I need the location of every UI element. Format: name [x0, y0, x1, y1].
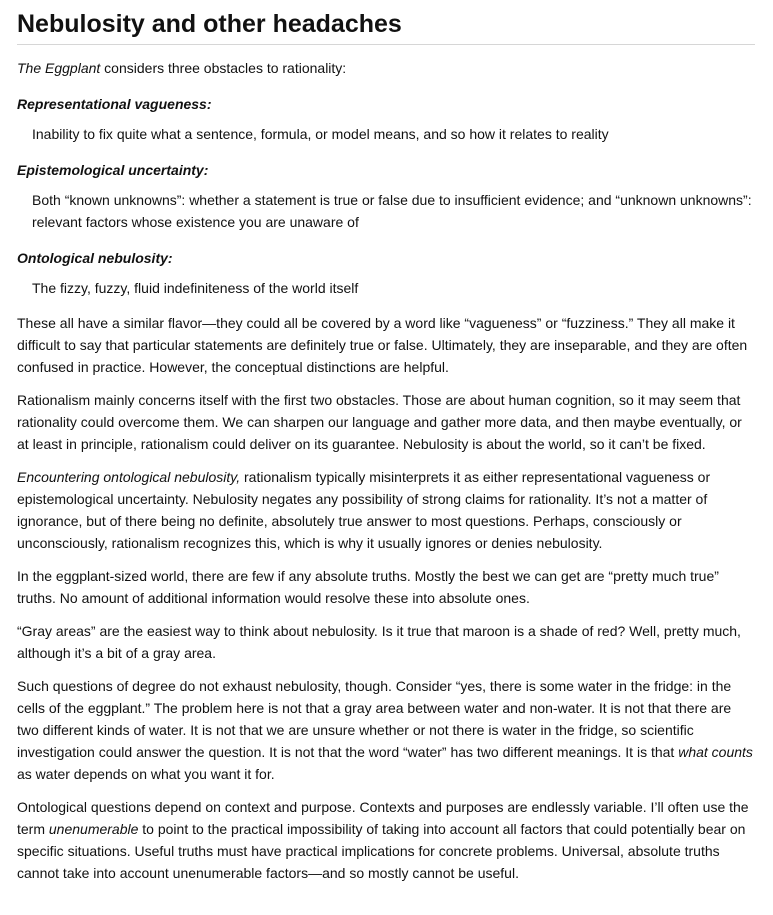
definition-text: The fizzy, fuzzy, fluid indefiniteness of the world itself: [32, 280, 359, 296]
emphasis: unenumerable: [48, 821, 139, 837]
definition-term: Epistemological uncertainty:: [17, 162, 209, 178]
emphasis: Encountering ontological nebulosity,: [17, 469, 241, 485]
definition-text: Inability to fix quite what a sentence, formula, or model means, and so how it relates to reality: [32, 126, 609, 142]
paragraph: [17, 796, 755, 884]
paragraph-text: Such questions of degree do not exhaust nebulosity, though. Consider “yes, there is some water in the fridge: in the cells of the eggplant.” The problem here is not that a gray area between water and non-water. It is not that there are two different kinds of water. It is not that we are unsure whether or not there is water in the fridge, so scientific investigation could answer the question. It is not that the word “water” has two different meanings. It is that: [17, 678, 732, 760]
intro-text: considers three obstacles to rationality:: [100, 60, 347, 76]
definition-term: Ontological nebulosity:: [17, 250, 173, 266]
definition-text: Both “known unknowns”: whether a statement is true or false due to insufficient evidence; and “unknown unknowns”: relevant factors whose existence you are unaware of: [32, 192, 752, 230]
paragraph-text: rationalism typically misinterprets it as either representational vagueness or epistemological uncertainty. Nebulosity negates any possibility of strong claims for rationality. It’s not a matter of ignorance, but of there being no definite, absolutely true answer to most questions. Perhaps, consciously or unconsciously, rationalism recognizes this, which is why it usually ignores or denies nebulosity.: [17, 469, 711, 551]
paragraph: In the eggplant-sized world, there are few if any absolute truths. Mostly the best we can get are “pretty much true” truths. No amount of additional information would resolve these into absolute ones.: [17, 568, 719, 606]
book-title: The Eggplant: [17, 60, 101, 76]
paragraph: “Gray areas” are the easiest way to think about nebulosity. Is it true that maroon is a shade of red? Well, pretty much, although it’s a bit of a gray area.: [17, 623, 741, 661]
paragraph-text: Ontological questions depend on context and purpose. Contexts and purposes are endlessly variable. I’ll often use the term: [17, 799, 749, 837]
emphasis: what counts: [678, 744, 753, 760]
paragraph: [17, 675, 755, 785]
definition-term: Representational vagueness:: [17, 96, 212, 112]
intro-paragraph: [17, 57, 755, 79]
paragraph: [17, 466, 755, 554]
paragraph: Rationalism mainly concerns itself with the first two obstacles. Those are about human cognition, so it may seem that rationality could overcome them. We can sharpen our language and gather more data, and then maybe eventually, or at least in principle, rationalism could deliver on its guarantee. Nebulosity is about the world, so it can’t be fixed.: [17, 392, 742, 452]
paragraph-text: as water depends on what you want it for.: [17, 766, 275, 782]
paragraph: These all have a similar flavor—they could all be covered by a word like “vagueness” or “fuzziness.” They all make it difficult to say that particular statements are definitely true or false. Ultimately, they are inseparable, and they are often confused in practice. However, the conceptual distinctions are helpful.: [17, 315, 748, 375]
paragraph-text: to point to the practical impossibility of taking into account all factors that could potentially bear on specific situations. Useful truths must have practical implications for concrete problems. Universal, absolute truths cannot take into account unenumerable factors—and so mostly cannot be useful.: [17, 821, 746, 881]
page-title: Nebulosity and other headaches: [17, 9, 755, 45]
